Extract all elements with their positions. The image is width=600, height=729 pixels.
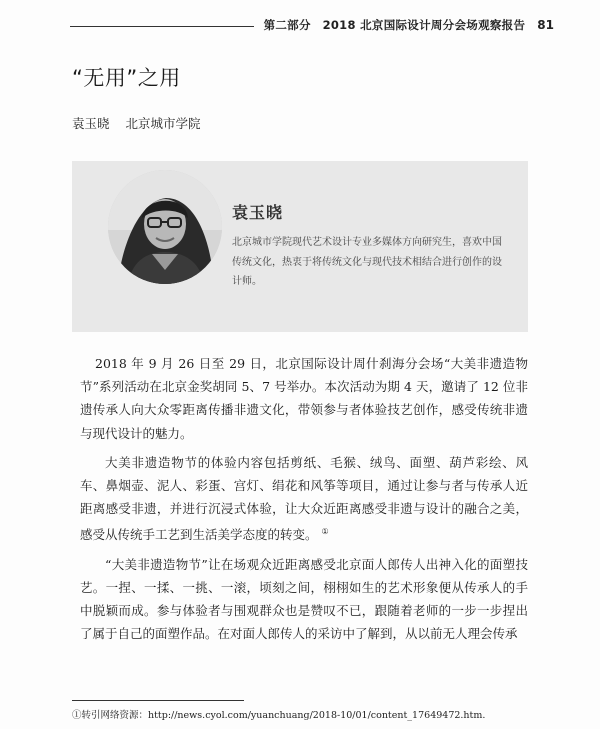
footnote-marker: ① [321, 527, 329, 537]
header-rule [70, 26, 254, 27]
page-number: 81 [537, 18, 554, 32]
byline [72, 114, 201, 132]
paragraph-3: “大美非遗造物节”让在场观众近距离感受北京面人郎传人出神入化的面塑技艺。一捏、一揉、一挑、一滚，顷刻之间，栩栩如生的艺术形象便从传承人的手中脱颖而成。参与体验者与围观群众也是赞叹不已，跟随着老师的一步一步捏出了属于自己的面塑作品。在对面人郎传人的采访中了解到，从以前无人理会传承 [80, 556, 528, 642]
running-header [70, 16, 554, 34]
paragraph-2-text: 大美非遗造物节的体验内容包括剪纸、毛猴、绒鸟、面塑、葫芦彩绘、风车、鼻烟壶、泥人、彩蛋、宫灯、绢花和风筝等项目，通过让参与者与传承人近距离感受非遗，并进行沉浸式体验，让大众近距离感受非遗与设计的融合之美，感受从传统手工艺到生活美学态度的转变。 [80, 454, 528, 543]
article-body [80, 352, 528, 652]
article-title: “无用”之用 [72, 66, 181, 90]
header-section-title: 第二部分 2018 北京国际设计周分会场观察报告 [263, 18, 526, 32]
author-affiliation: 北京城市学院 [125, 116, 201, 131]
paragraph-1: 2018 年 9 月 26 日至 29 日，北京国际设计周什刹海分会场“大美非遗造物节”系列活动在北京金奖胡同 5、7 号举办。本次活动为期 4 天，邀请了 12 位非遗传承人向大众零距离传播非遗文化，带领参与者体验技艺创作，感受传统非遗与现代设计的魅力。 [80, 356, 528, 441]
author-photo [108, 170, 222, 284]
profile-description: 北京城市学院现代艺术设计专业多媒体方向研究生，喜欢中国传统文化，热衷于将传统文化与现代技术相结合进行创作的设计师。 [232, 237, 502, 287]
footnote-rule [72, 700, 244, 701]
profile-name: 袁玉晓 [232, 203, 284, 222]
portrait-image [108, 170, 222, 284]
author-name: 袁玉晓 [72, 116, 110, 131]
footnote: ①转引网络资源：http://news.cyol.com/yuanchuang/2018-10/01/content_17649472.htm. [72, 710, 486, 721]
paragraph-2 [80, 451, 528, 547]
